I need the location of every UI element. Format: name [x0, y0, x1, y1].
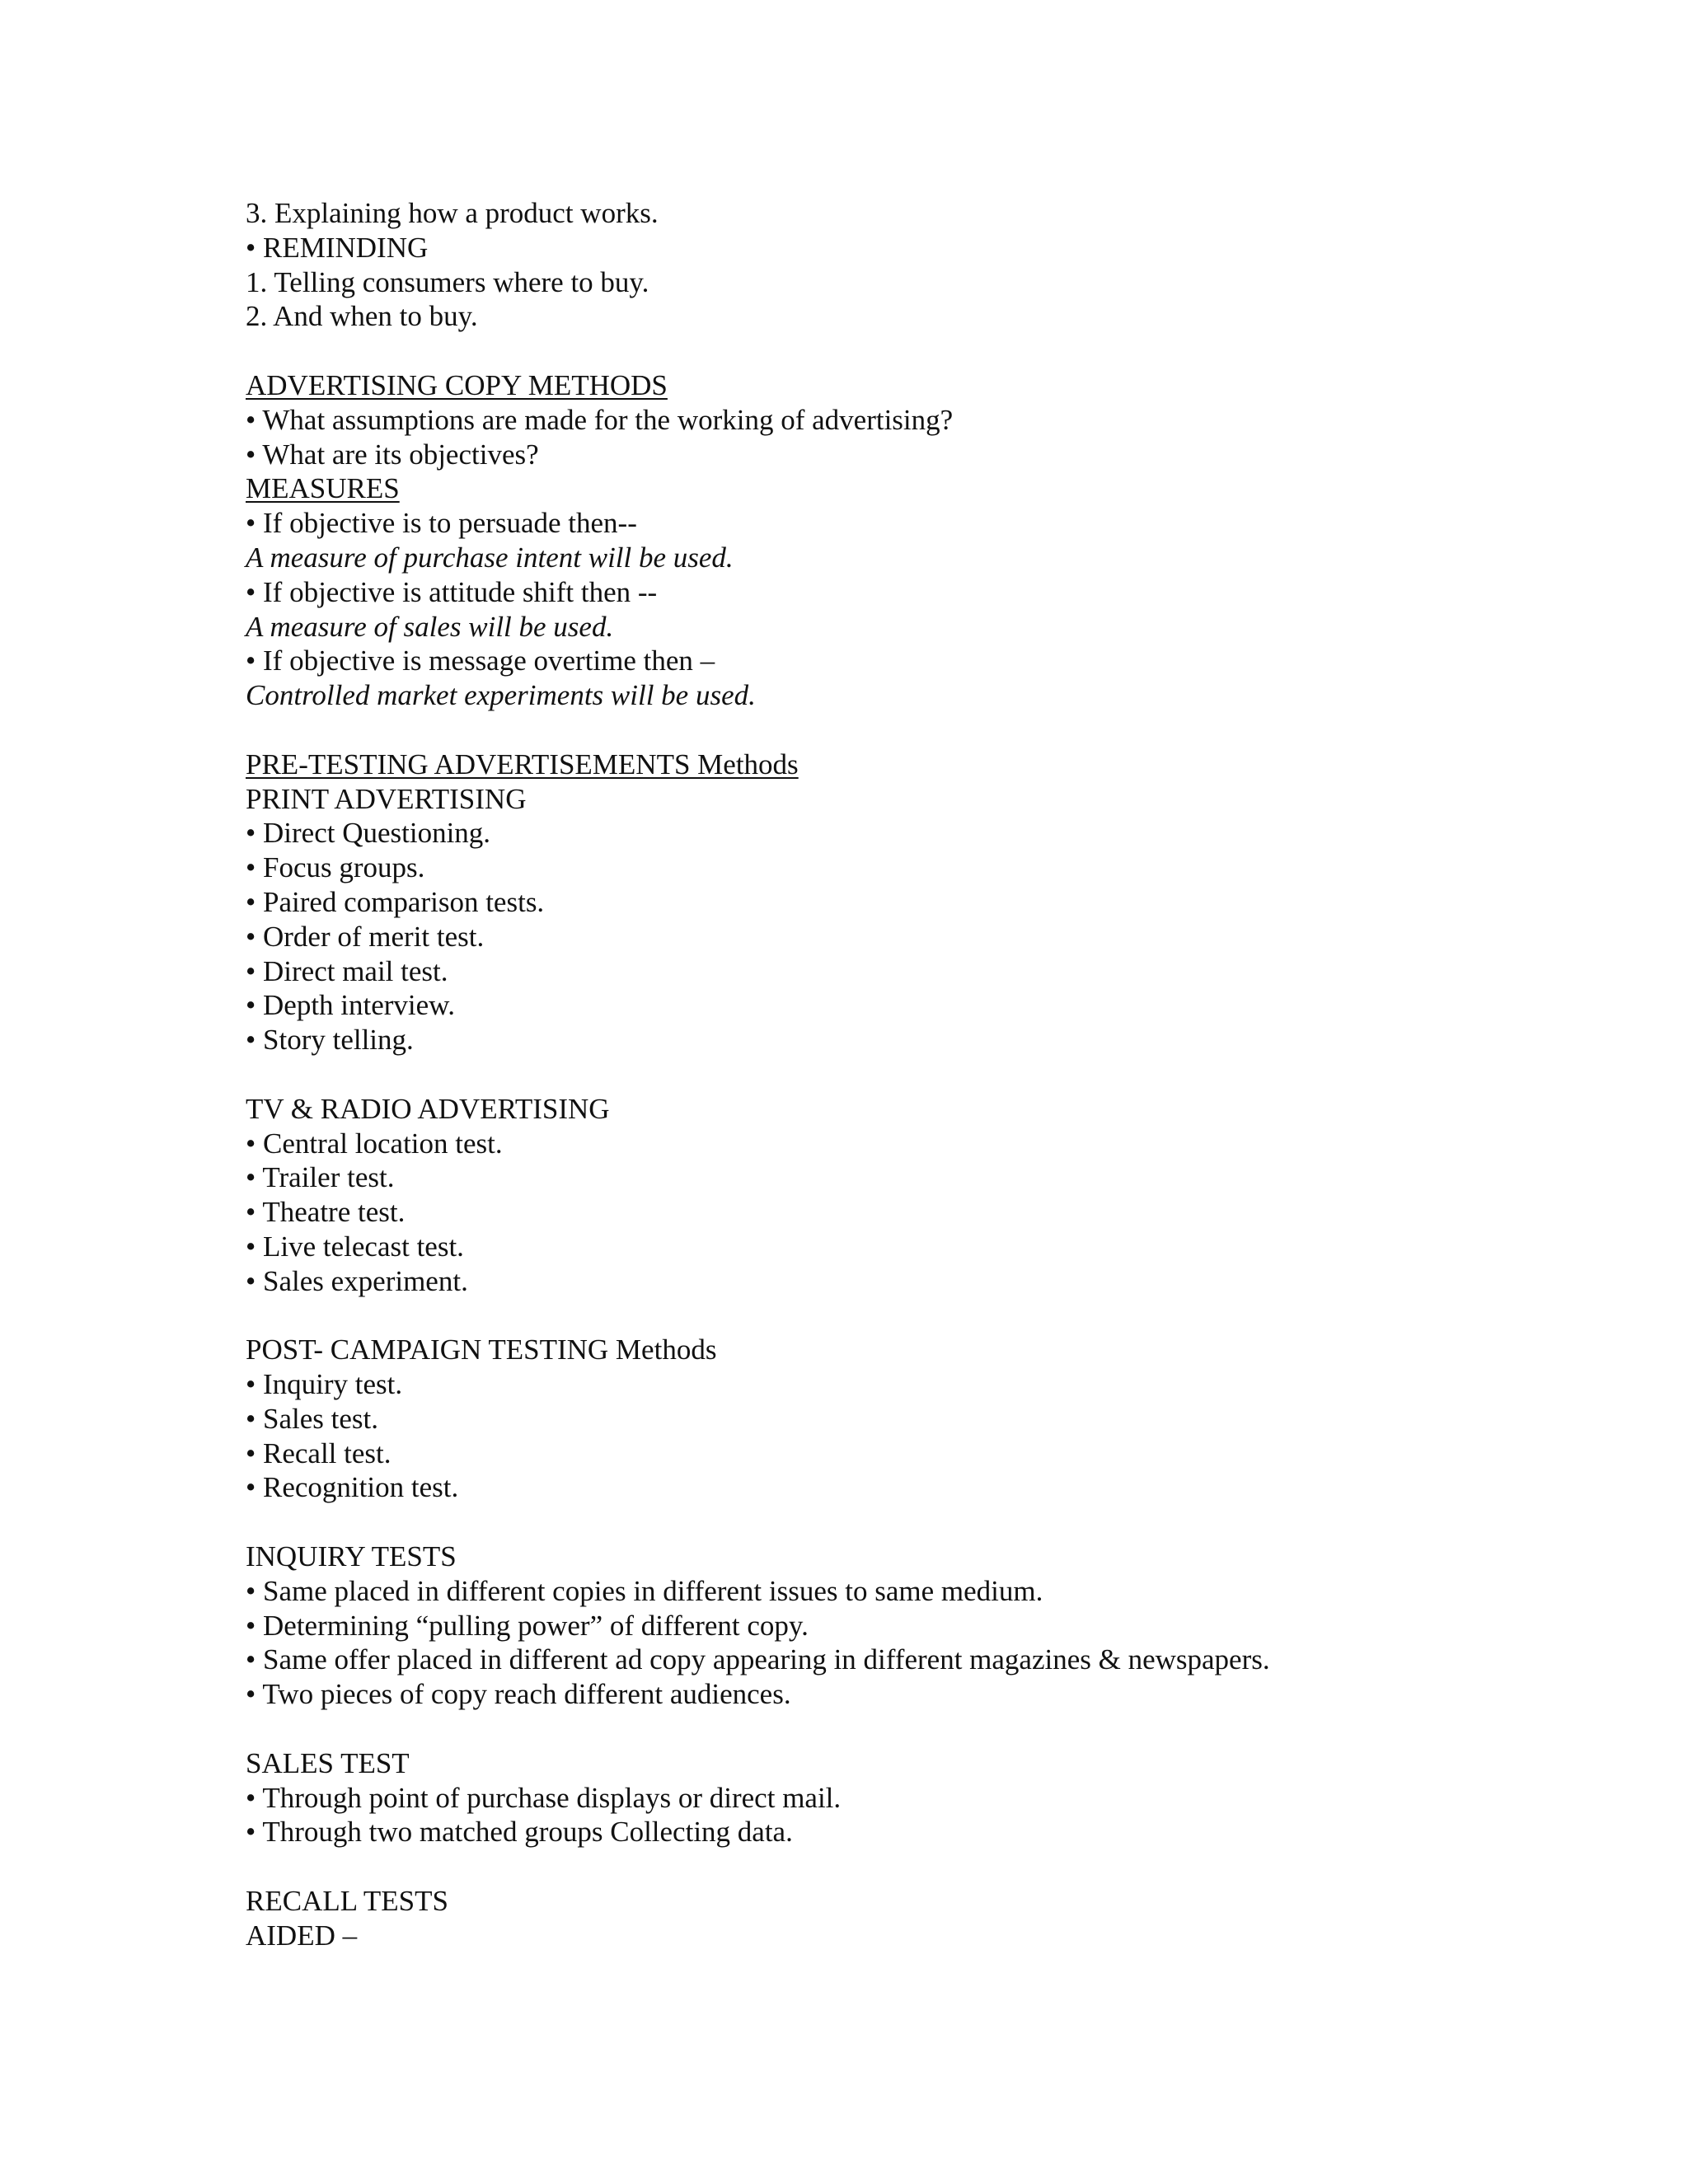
bullet-item: • Story telling.	[246, 1024, 414, 1057]
bullet-item: • Central location test.	[246, 1127, 503, 1160]
bullet-item: • Determining “pulling power” of different copy.	[246, 1609, 809, 1642]
text-block	[246, 1540, 1647, 1712]
bullet-item: • Inquiry test.	[246, 1368, 403, 1401]
bullet-item: • Theatre test.	[246, 1196, 406, 1229]
paragraph-spacer	[246, 334, 1647, 368]
text-block	[246, 748, 1647, 1057]
text-block	[246, 1333, 1647, 1505]
bullet-item: • Live telecast test.	[246, 1230, 464, 1263]
text-block	[246, 1092, 1647, 1299]
section-heading: PRE-TESTING ADVERTISEMENTS Methods	[246, 748, 799, 780]
paragraph-spacer	[246, 1057, 1647, 1092]
bullet-item: • Trailer test.	[246, 1161, 395, 1194]
bullet-item: • If objective is to persuade then--	[246, 507, 637, 540]
text-line: TV & RADIO ADVERTISING	[246, 1092, 610, 1125]
bullet-item: • Same offer placed in different ad copy appearing in different magazines & newspapers.	[246, 1643, 1270, 1676]
bullet-item: • If objective is message overtime then –	[246, 644, 715, 677]
bullet-item: • If objective is attitude shift then --	[246, 575, 658, 608]
bullet-item: • Recall test.	[246, 1436, 392, 1469]
text-line: POST- CAMPAIGN TESTING Methods	[246, 1333, 717, 1366]
text-line: 2. And when to buy.	[246, 300, 478, 333]
text-block	[246, 1746, 1647, 1849]
bullet-item: • Paired comparison tests.	[246, 885, 545, 918]
paragraph-spacer	[246, 1505, 1647, 1540]
text-line: 3. Explaining how a product works.	[246, 197, 659, 229]
paragraph-spacer	[246, 713, 1647, 748]
text-line: RECALL TESTS	[246, 1885, 448, 1918]
bullet-item: • Direct Questioning.	[246, 817, 491, 850]
text-line: INQUIRY TESTS	[246, 1540, 457, 1573]
text-line: AIDED –	[246, 1919, 358, 1952]
bullet-item: • Through point of purchase displays or direct mail.	[246, 1781, 842, 1814]
bullet-item: • REMINDING	[246, 231, 429, 264]
section-heading: MEASURES	[246, 472, 400, 505]
text-block	[246, 196, 1647, 334]
text-line: SALES TEST	[246, 1746, 410, 1779]
bullet-item: • Through two matched groups Collecting data.	[246, 1816, 793, 1849]
bullet-item: • Same placed in different copies in different issues to same medium.	[246, 1574, 1043, 1607]
bullet-item: • Depth interview.	[246, 989, 455, 1022]
bullet-item: • Sales experiment.	[246, 1264, 468, 1297]
bullet-item: • Focus groups.	[246, 851, 425, 884]
paragraph-spacer	[246, 1299, 1647, 1333]
text-line: 1. Telling consumers where to buy.	[246, 265, 649, 298]
italic-note: A measure of sales will be used.	[246, 610, 614, 643]
bullet-item: • Recognition test.	[246, 1471, 459, 1504]
document-page	[246, 196, 1647, 1953]
text-line: PRINT ADVERTISING	[246, 782, 527, 815]
bullet-item: • Order of merit test.	[246, 920, 485, 953]
paragraph-spacer	[246, 1712, 1647, 1746]
bullet-item: • Direct mail test.	[246, 954, 448, 987]
bullet-item: • Two pieces of copy reach different audiences.	[246, 1678, 791, 1711]
italic-note: Controlled market experiments will be used.	[246, 679, 756, 712]
bullet-item: • What assumptions are made for the working of advertising?	[246, 403, 954, 436]
bullet-item: • What are its objectives?	[246, 438, 539, 471]
text-block	[246, 368, 1647, 713]
bullet-item: • Sales test.	[246, 1402, 378, 1435]
text-block	[246, 1884, 1647, 1953]
paragraph-spacer	[246, 1849, 1647, 1884]
section-heading: ADVERTISING COPY METHODS	[246, 368, 668, 401]
italic-note: A measure of purchase intent will be used.	[246, 541, 734, 574]
